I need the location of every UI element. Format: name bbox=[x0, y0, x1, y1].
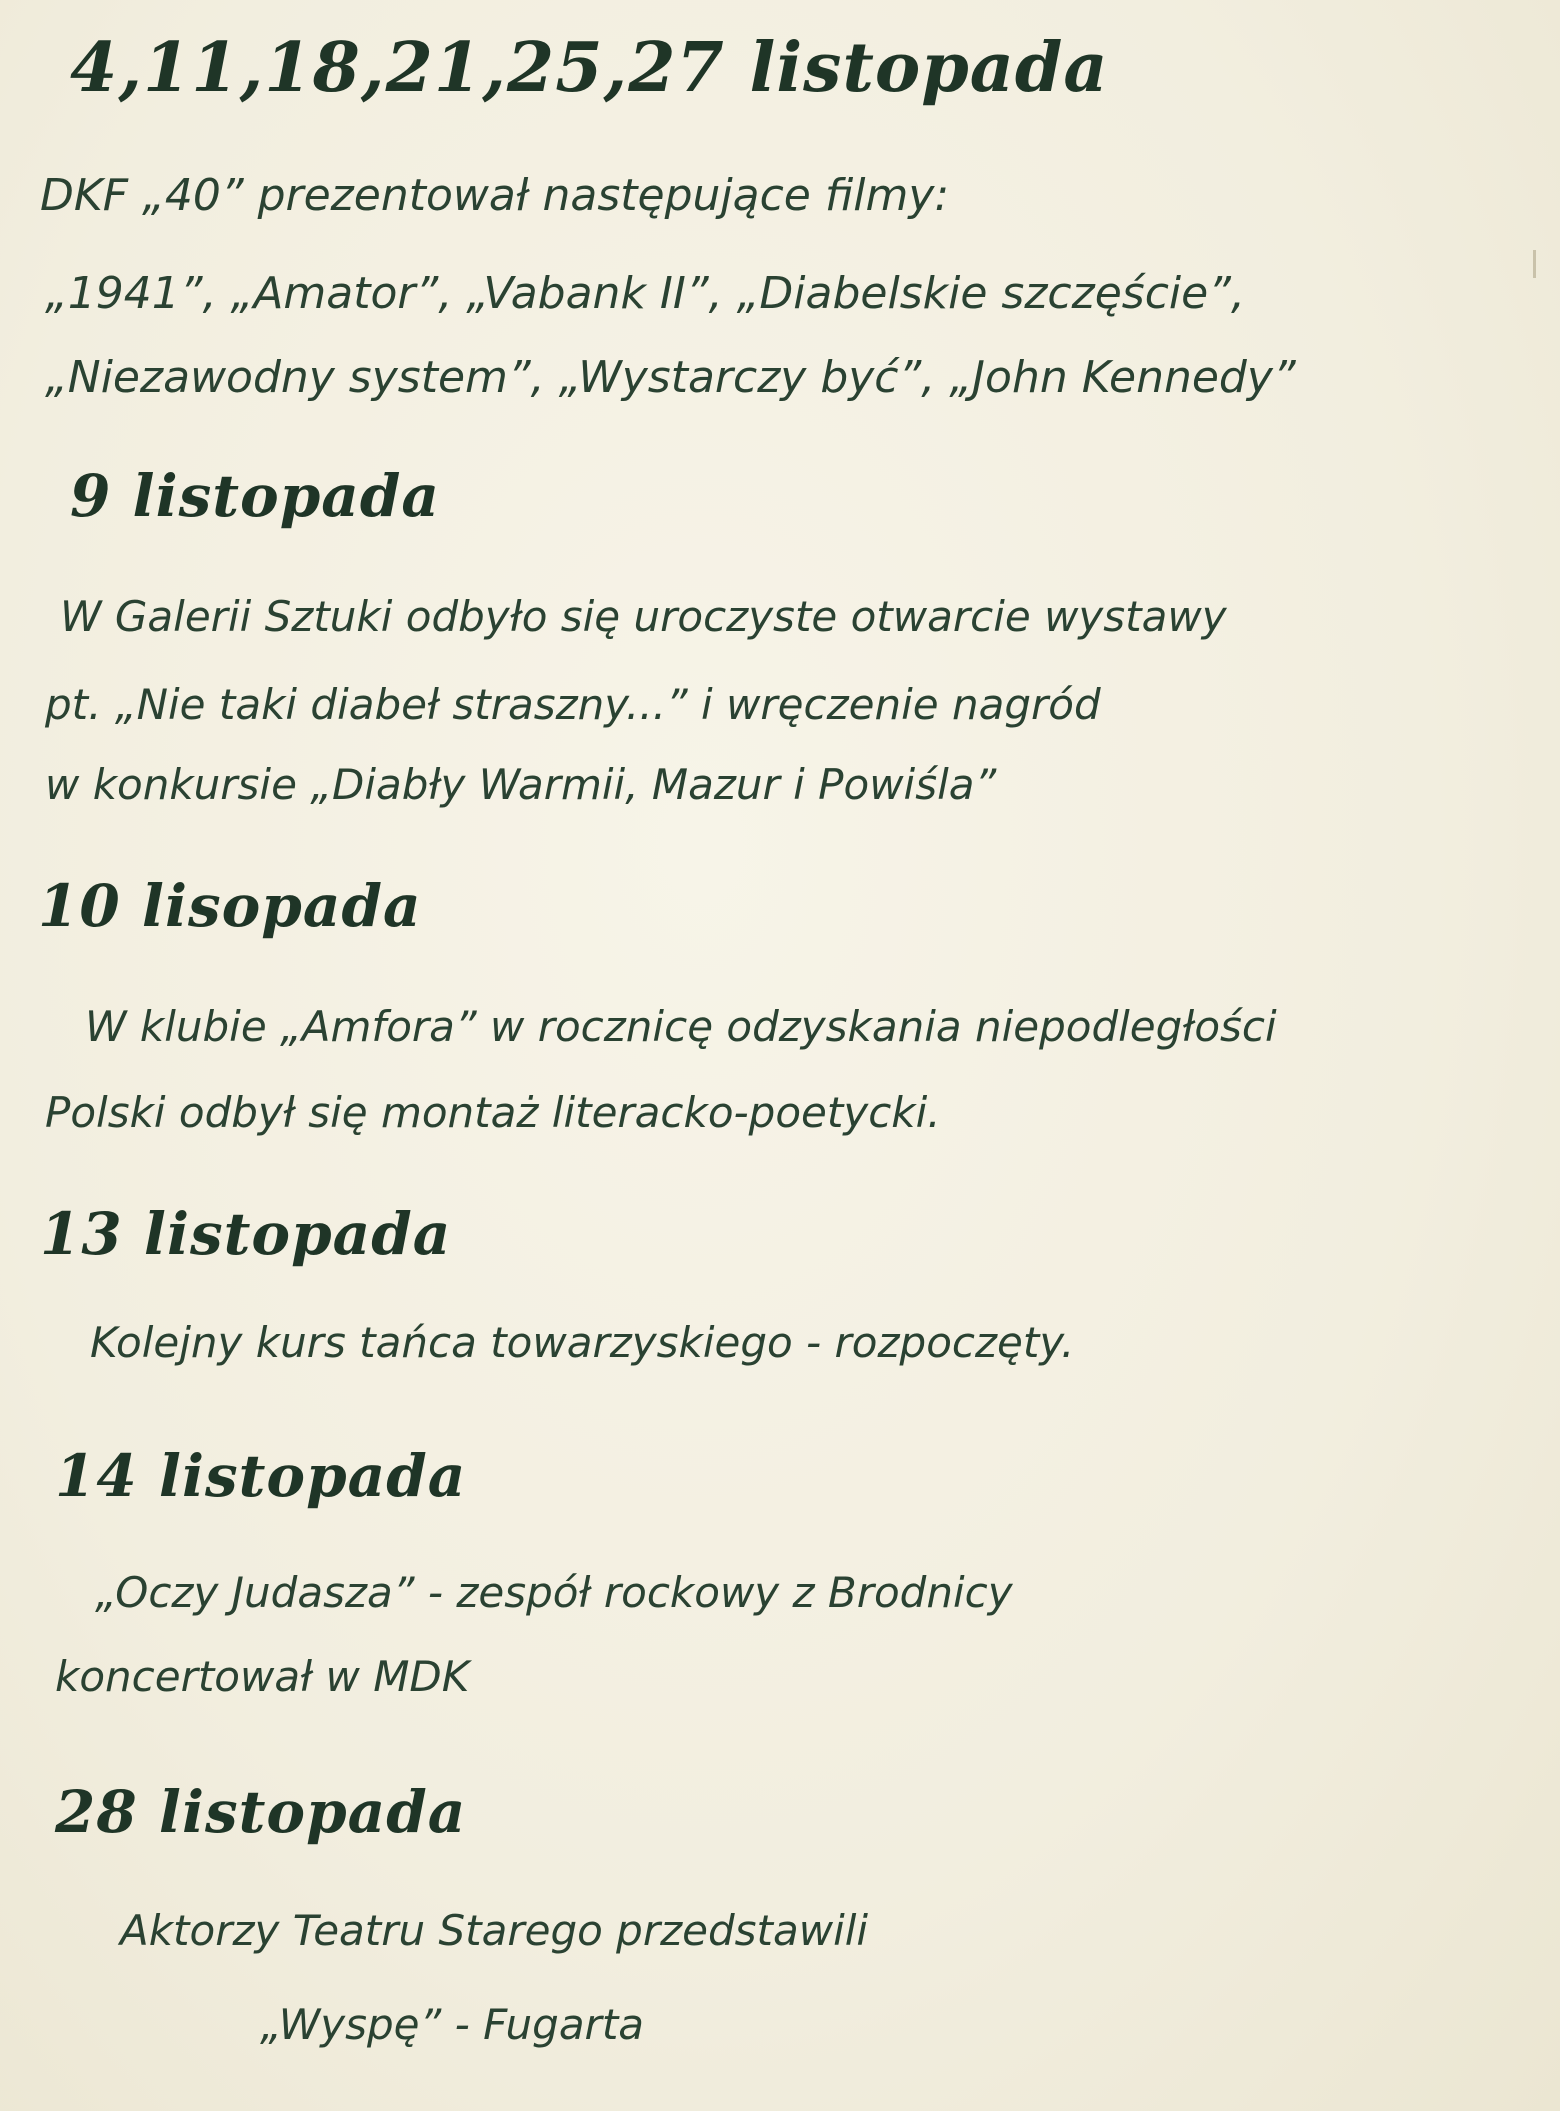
entry-heading: 28 listopada bbox=[55, 1778, 467, 1846]
entry-line: Polski odbył się montaż literacko-poetycki. bbox=[45, 1088, 941, 1137]
entry-line: „Oczy Judasza” - zespół rockowy z Brodnicy bbox=[95, 1568, 1013, 1617]
entry-line: „1941”, „Amator”, „Vabank II”, „Diabelskie szczęście”, bbox=[45, 268, 1245, 319]
page-edge-mark bbox=[1533, 250, 1542, 278]
entry-line: koncertował w MDK bbox=[55, 1652, 470, 1701]
entry-heading: 9 listopada bbox=[70, 462, 441, 530]
entry-line: w konkursie „Diabły Warmii, Mazur i Powiśla” bbox=[45, 760, 997, 809]
entry-line: DKF „40” prezentował następujące filmy: bbox=[40, 170, 950, 221]
entry-line: „Wyspę” - Fugarta bbox=[260, 2000, 645, 2049]
entry-heading: 4,11,18,21,25,27 listopada bbox=[70, 28, 1109, 108]
entry-line: pt. „Nie taki diabeł straszny...” i wręczenie nagród bbox=[45, 680, 1101, 729]
entry-heading: 14 listopada bbox=[55, 1442, 467, 1510]
entry-line: „Niezawodny system”, „Wystarczy być”, „John Kennedy” bbox=[45, 352, 1296, 403]
entry-line: Kolejny kurs tańca towarzyskiego - rozpoczęty. bbox=[90, 1318, 1075, 1367]
entry-heading: 13 listopada bbox=[40, 1200, 452, 1268]
entry-line: Aktorzy Teatru Starego przedstawili bbox=[120, 1906, 869, 1955]
entry-line: W Galerii Sztuki odbyło się uroczyste otwarcie wystawy bbox=[60, 592, 1227, 641]
entry-heading: 10 lisopada bbox=[38, 872, 422, 940]
entry-line: W klubie „Amfora” w rocznicę odzyskania niepodległości bbox=[85, 1002, 1277, 1051]
